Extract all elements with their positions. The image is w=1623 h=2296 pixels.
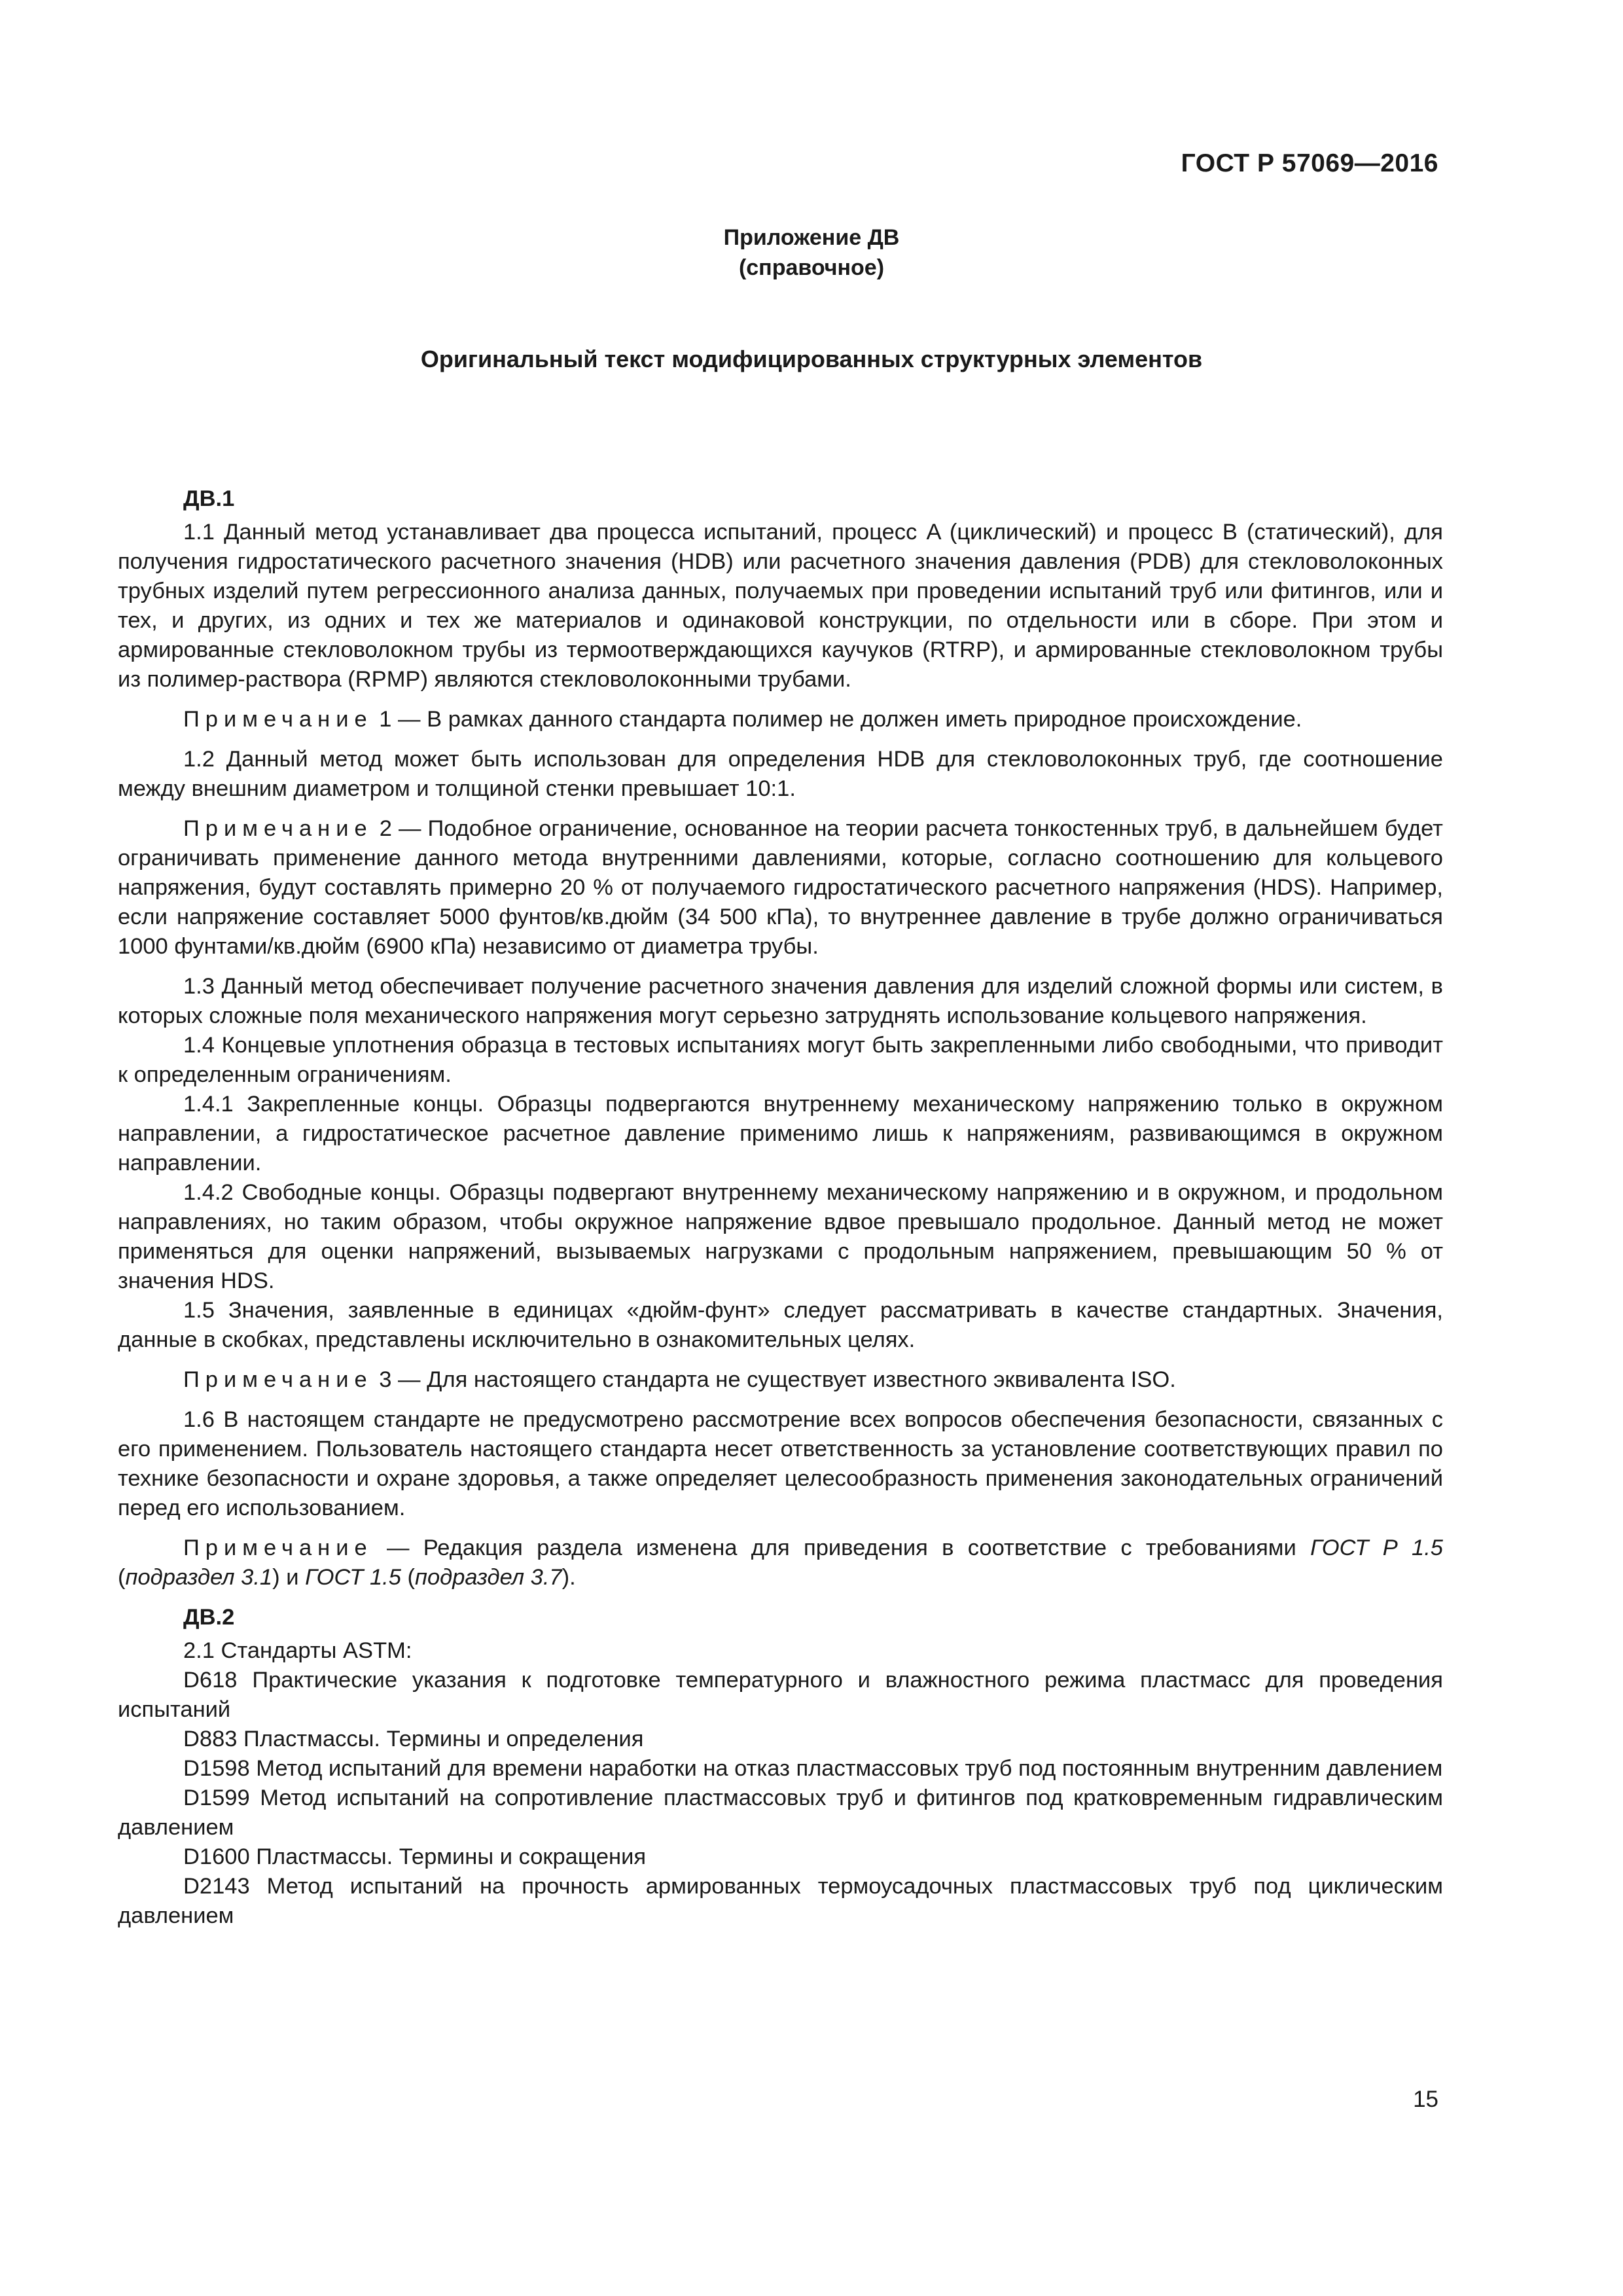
appendix-type: (справочное)	[738, 255, 885, 280]
document-code: ГОСТ Р 57069—2016	[1181, 149, 1438, 177]
document-body	[118, 484, 1443, 1931]
paragraph-2-1: 2.1 Стандарты ASTM:	[183, 1638, 412, 1663]
note-1-label: Примечание	[183, 707, 373, 732]
note-edit-text-b: (	[118, 1565, 126, 1590]
note-3-label: Примечание	[183, 1367, 373, 1392]
note-edit-text-c: ) и	[272, 1565, 306, 1590]
appendix-heading	[0, 223, 1623, 283]
note-edit-ref-gost-1-5: ГОСТ 1.5	[305, 1565, 401, 1590]
note-3	[118, 1365, 1443, 1395]
standard-d1599: D1599 Метод испытаний на сопротивление пластмассовых труб и фитингов под кратковременным гидравлическим давлением	[118, 1785, 1443, 1840]
paragraph-1-5: 1.5 Значения, заявленные в единицах «дюйм-фунт» следует рассматривать в качестве стандартных. Значения, данные в скобках, представлены исключительно в ознакомительных целях.	[118, 1298, 1443, 1352]
note-3-text: 3 — Для настоящего стандарта не существует известного эквивалента ISO.	[372, 1367, 1176, 1392]
note-edit-subsection-3-1: подраздел 3.1	[125, 1565, 273, 1590]
paragraph-1-4-1: 1.4.1 Закрепленные концы. Образцы подвергаются внутреннему механическому напряжению только в окружном направлении, а гидростатическое расчетное давление применимо лишь к напряжениям, развивающимся в окружном направлении.	[118, 1092, 1443, 1175]
note-edit	[118, 1534, 1443, 1592]
section-heading-dv1: ДВ.1	[183, 486, 235, 511]
note-edit-text-e: ).	[562, 1565, 576, 1590]
paragraph-1-3: 1.3 Данный метод обеспечивает получение расчетного значения давления для изделий сложной формы или систем, в которых сложные поля механического напряжения могут серьезно затруднять использование кольцевого напряжения.	[118, 974, 1443, 1028]
note-2	[118, 814, 1443, 961]
note-edit-text-a: — Редакция раздела изменена для приведения в соответствие с требованиями	[372, 1535, 1311, 1560]
paragraph-1-2: 1.2 Данный метод может быть использован для определения HDB для стекловолоконных труб, где соотношение между внешним диаметром и толщиной стенки превышает 10:1.	[118, 747, 1443, 801]
standard-d1600: D1600 Пластмассы. Термины и сокращения	[183, 1844, 647, 1869]
appendix-label: Приложение ДВ	[723, 225, 900, 250]
paragraph-1-6: 1.6 В настоящем стандарте не предусмотрено рассмотрение всех вопросов обеспечения безопасности, связанных с его применением. Пользователь настоящего стандарта несет ответственность за установление соответствующих правил по технике безопасности и охране здоровья, а также определяет целесообразность применения законодательных ограничений перед его использованием.	[118, 1407, 1443, 1520]
section-heading-dv2: ДВ.2	[183, 1605, 235, 1630]
standard-d883: D883 Пластмассы. Термины и определения	[183, 1727, 644, 1751]
paragraph-1-4-2: 1.4.2 Свободные концы. Образцы подвергают внутреннему механическому напряжению и в окружном, и продольном направлениях, но таким образом, чтобы окружное напряжение вдвое превышало продольное. Данный метод не может применяться для оценки напряжений, вызываемых нагрузками с продольным напряжением, превышающим 50 % от значения HDS.	[118, 1180, 1443, 1293]
note-edit-ref-gost-r-1-5: ГОСТ Р 1.5	[1310, 1535, 1443, 1560]
note-1-text: 1 — В рамках данного стандарта полимер не должен иметь природное происхождение.	[372, 707, 1302, 732]
note-edit-subsection-3-7: подраздел 3.7	[415, 1565, 562, 1590]
appendix-title: Оригинальный текст модифицированных структурных элементов	[420, 346, 1203, 372]
note-2-label: Примечание	[183, 816, 373, 841]
note-2-text: 2 — Подобное ограничение, основанное на теории расчета тонкостенных труб, в дальнейшем будет ограничивать применение данного метода внутренними давлениями, которые, согласно соотношению для кольцевого напряжения, будут составлять примерно 20 % от получаемого гидростатического расчетного напряжения (HDS). Например, если напряжение составляет 5000 фунтов/кв.дюйм (34 500 кПа), то внутреннее давление в трубе должно ограничиваться 1000 фунтами/кв.дюйм (6900 кПа) независимо от диаметра трубы.	[118, 816, 1443, 959]
standard-d618: D618 Практические указания к подготовке температурного и влажностного режима пластмасс для проведения испытаний	[118, 1668, 1443, 1722]
standard-d2143: D2143 Метод испытаний на прочность армированных термоусадочных пластмассовых труб под циклическим давлением	[118, 1874, 1443, 1928]
standard-d1598: D1598 Метод испытаний для времени наработки на отказ пластмассовых труб под постоянным внутренним давлением	[183, 1756, 1443, 1781]
note-1	[118, 705, 1443, 734]
note-edit-text-d: (	[401, 1565, 415, 1590]
paragraph-1-1: 1.1 Данный метод устанавливает два процесса испытаний, процесс A (циклический) и процесс B (статический), для получения гидростатического расчетного значения (HDB) или расчетного значения давления (PDB) для стекловолоконных трубных изделий путем регрессионного анализа данных, получаемых при проведении испытаний труб или фитингов, или и тех, и других, из одних и тех же материалов и одинаковой конструкции, по отдельности или в сборе. При этом и армированные стекловолокном трубы из термоотверждающихся каучуков (RTRP), и армированные стекловолокном трубы из полимер-раствора (RPMP) являются стекловолоконными трубами.	[118, 520, 1443, 692]
paragraph-1-4: 1.4 Концевые уплотнения образца в тестовых испытаниях могут быть закрепленными либо свободными, что приводит к определенным ограничениям.	[118, 1033, 1443, 1087]
page-number: 15	[1413, 2087, 1438, 2112]
note-edit-label: Примечание	[183, 1535, 373, 1560]
